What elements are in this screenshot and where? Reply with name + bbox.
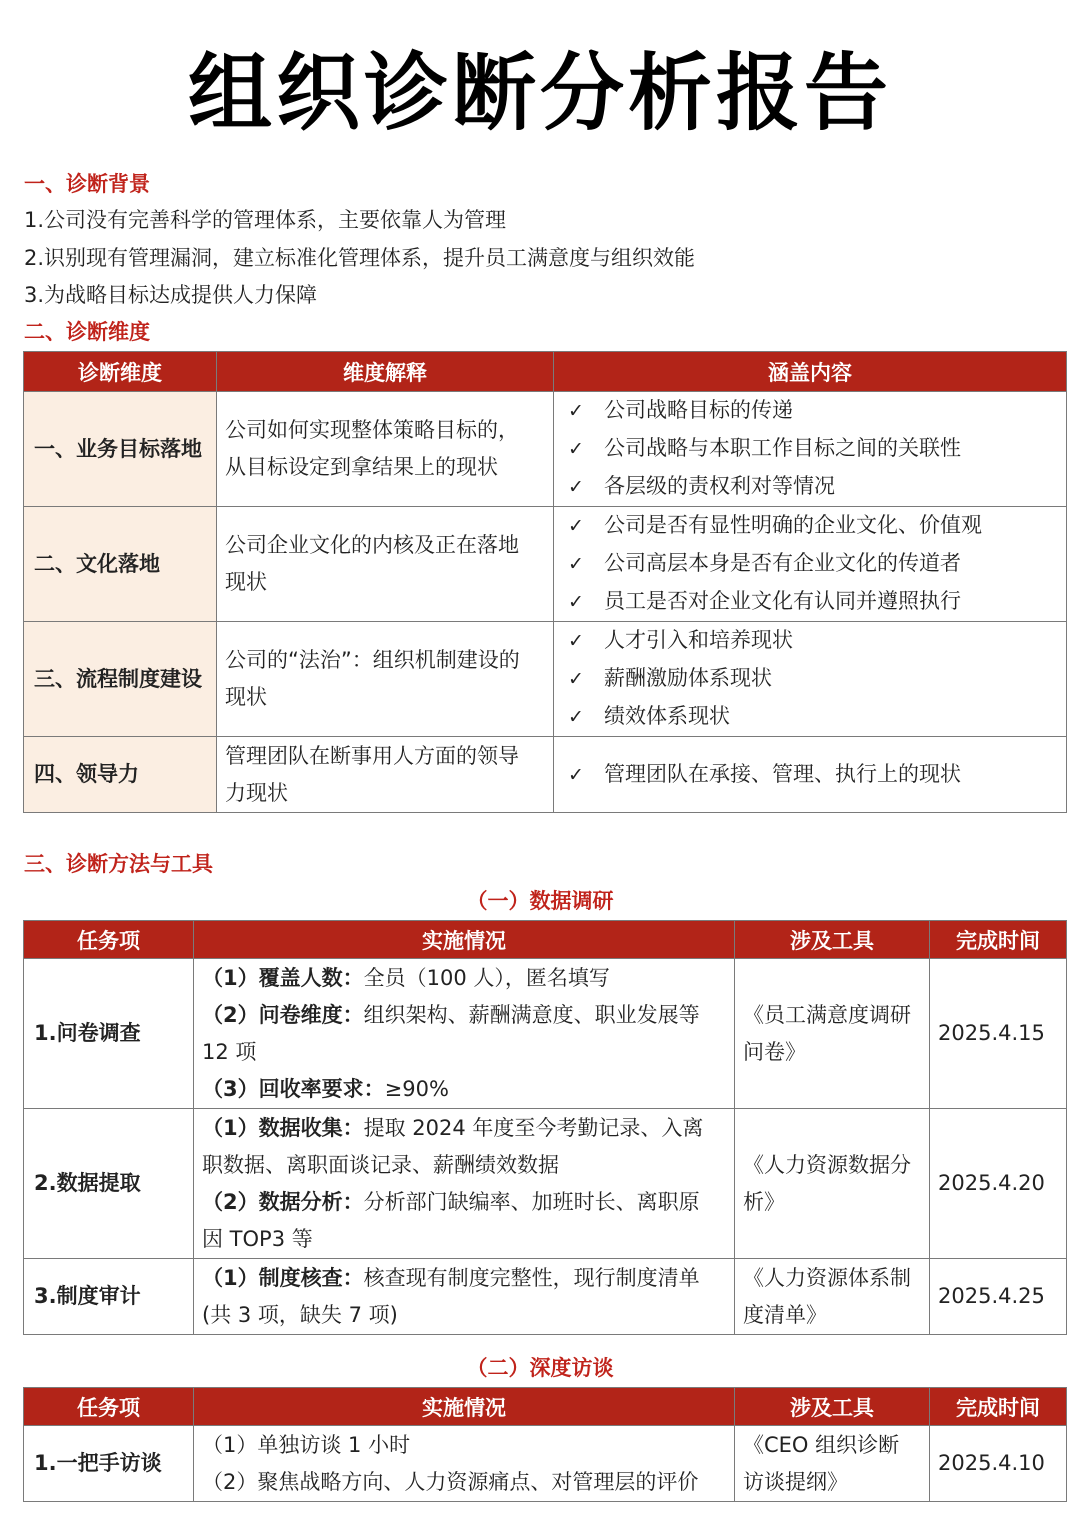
interview-table	[23, 1387, 1067, 1502]
page-title: 组织诊断分析报告	[187, 44, 892, 142]
column-header: 维度解释	[217, 352, 554, 392]
column-header: 涉及工具	[735, 1388, 930, 1426]
task-date: 2025.4.10	[930, 1426, 1067, 1502]
dimension-desc	[217, 392, 554, 507]
section-heading-methods: 三、诊断方法与工具	[24, 852, 213, 876]
detail-line: 因 TOP3 等	[202, 1226, 313, 1251]
detail-line: （2）聚焦战略方向、人力资源痛点、对管理层的评价	[202, 1469, 699, 1494]
desc-line: 公司企业文化的内核及正在落地	[225, 533, 519, 557]
detail-line: （3）回收率要求：≥90%	[202, 1076, 449, 1101]
desc-line: 管理团队在断事用人方面的领导	[225, 743, 519, 768]
column-header: 任务项	[24, 921, 194, 959]
dimension-name: 三、流程制度建设	[24, 622, 217, 737]
check-item	[562, 545, 1058, 583]
column-header: 实施情况	[194, 1388, 735, 1426]
task-detail	[194, 1426, 735, 1502]
table-row	[24, 622, 1067, 737]
task-tool: 《CEO 组织诊断 访谈提纲》	[735, 1426, 930, 1502]
check-item	[562, 622, 1058, 660]
task-name: 2.数据提取	[24, 1109, 194, 1259]
check-icon: ✓	[568, 591, 584, 613]
table-header-row	[24, 352, 1067, 392]
desc-line: 公司如何实现整体策略目标的，	[225, 418, 519, 442]
check-item-text: 公司是否有显性明确的企业文化、价值观	[604, 513, 982, 537]
detail-line: （1）单独访谈 1 小时	[202, 1432, 411, 1457]
table-row	[24, 507, 1067, 622]
table-row	[24, 1109, 1067, 1259]
check-icon: ✓	[568, 515, 584, 537]
task-detail	[194, 959, 735, 1109]
column-header: 诊断维度	[24, 352, 217, 392]
column-header: 涵盖内容	[554, 352, 1067, 392]
task-date: 2025.4.20	[930, 1109, 1067, 1259]
check-item	[562, 468, 1058, 506]
check-item-text: 管理团队在承接、管理、执行上的现状	[604, 761, 961, 786]
subsection-heading-interview: （二）深度访谈	[466, 1356, 614, 1380]
dimension-items	[554, 622, 1067, 737]
column-header: 涉及工具	[735, 921, 930, 959]
table-header-row	[24, 1388, 1067, 1426]
desc-line: 公司的“法治”：组织机制建设的	[225, 648, 520, 672]
check-item-text: 各层级的责权利对等情况	[604, 474, 835, 498]
table-row	[24, 1259, 1067, 1335]
task-tool: 《人力资源体系制 度清单》	[735, 1259, 930, 1335]
dimensions-table	[23, 351, 1067, 813]
table-row	[24, 959, 1067, 1109]
check-item	[562, 698, 1058, 736]
section-heading-dimensions: 二、诊断维度	[24, 320, 150, 344]
check-icon: ✓	[568, 553, 584, 575]
table-row	[24, 737, 1067, 813]
check-icon: ✓	[568, 438, 584, 460]
dimension-desc	[217, 737, 554, 813]
subsection-heading-research: （一）数据调研	[466, 889, 614, 913]
dimension-name: 二、文化落地	[24, 507, 217, 622]
desc-line: 现状	[225, 685, 267, 709]
section-heading-background: 一、诊断背景	[24, 172, 150, 196]
dimension-desc	[217, 622, 554, 737]
desc-line: 力现状	[225, 780, 288, 805]
check-item-text: 公司高层本身是否有企业文化的传道者	[604, 551, 961, 575]
table-header-row	[24, 921, 1067, 959]
detail-line: (共 3 项，缺失 7 项)	[202, 1302, 398, 1327]
check-item	[562, 583, 1058, 621]
research-table	[23, 920, 1067, 1335]
column-header: 完成时间	[930, 921, 1067, 959]
task-date: 2025.4.15	[930, 959, 1067, 1109]
task-name: 3.制度审计	[24, 1259, 194, 1335]
check-icon: ✓	[568, 763, 584, 786]
dimension-desc	[217, 507, 554, 622]
detail-line: 12 项	[202, 1039, 257, 1064]
task-name: 1.问卷调查	[24, 959, 194, 1109]
task-tool: 《人力资源数据分 析》	[735, 1109, 930, 1259]
check-item	[562, 507, 1058, 545]
detail-line: 职数据、离职面谈记录、薪酬绩效数据	[202, 1152, 559, 1177]
background-item: 2.识别现有管理漏洞，建立标准化管理体系，提升员工满意度与组织效能	[24, 246, 696, 270]
check-icon: ✓	[568, 400, 584, 422]
check-item	[562, 660, 1058, 698]
detail-line: （1）制度核查：核查现有制度完整性，现行制度清单	[202, 1265, 700, 1290]
column-header: 完成时间	[930, 1388, 1067, 1426]
task-date: 2025.4.25	[930, 1259, 1067, 1335]
detail-line: （2）问卷维度：组织架构、薪酬满意度、职业发展等	[202, 1002, 700, 1027]
task-name: 1.一把手访谈	[24, 1426, 194, 1502]
dimension-items	[554, 507, 1067, 622]
detail-line: （2）数据分析：分析部门缺编率、加班时长、离职原	[202, 1189, 700, 1214]
check-item-text: 人才引入和培养现状	[604, 628, 793, 652]
check-item	[562, 392, 1058, 430]
check-item-text: 公司战略与本职工作目标之间的关联性	[604, 436, 961, 460]
column-header: 实施情况	[194, 921, 735, 959]
dimension-items	[554, 392, 1067, 507]
table-row	[24, 1426, 1067, 1502]
check-item	[562, 756, 1058, 794]
desc-line: 从目标设定到拿结果上的现状	[225, 455, 498, 479]
dimension-items	[554, 737, 1067, 813]
check-icon: ✓	[568, 706, 584, 728]
background-item: 1.公司没有完善科学的管理体系，主要依靠人为管理	[24, 208, 507, 232]
check-item-text: 绩效体系现状	[604, 704, 730, 728]
check-item-text: 员工是否对企业文化有认同并遵照执行	[604, 589, 961, 613]
dimension-name: 四、领导力	[24, 737, 217, 813]
check-icon: ✓	[568, 476, 584, 498]
detail-line: （1）数据收集：提取 2024 年度至今考勤记录、入离	[202, 1115, 704, 1140]
task-detail	[194, 1109, 735, 1259]
task-tool: 《员工满意度调研 问卷》	[735, 959, 930, 1109]
check-icon: ✓	[568, 668, 584, 690]
desc-line: 现状	[225, 570, 267, 594]
detail-line: （1）覆盖人数：全员（100 人），匿名填写	[202, 965, 610, 990]
check-item	[562, 430, 1058, 468]
check-icon: ✓	[568, 630, 584, 652]
dimension-name: 一、业务目标落地	[24, 392, 217, 507]
check-item-text: 公司战略目标的传递	[604, 398, 793, 422]
table-row	[24, 392, 1067, 507]
background-item: 3.为战略目标达成提供人力保障	[24, 283, 318, 307]
check-item-text: 薪酬激励体系现状	[604, 666, 772, 690]
task-detail	[194, 1259, 735, 1335]
column-header: 任务项	[24, 1388, 194, 1426]
